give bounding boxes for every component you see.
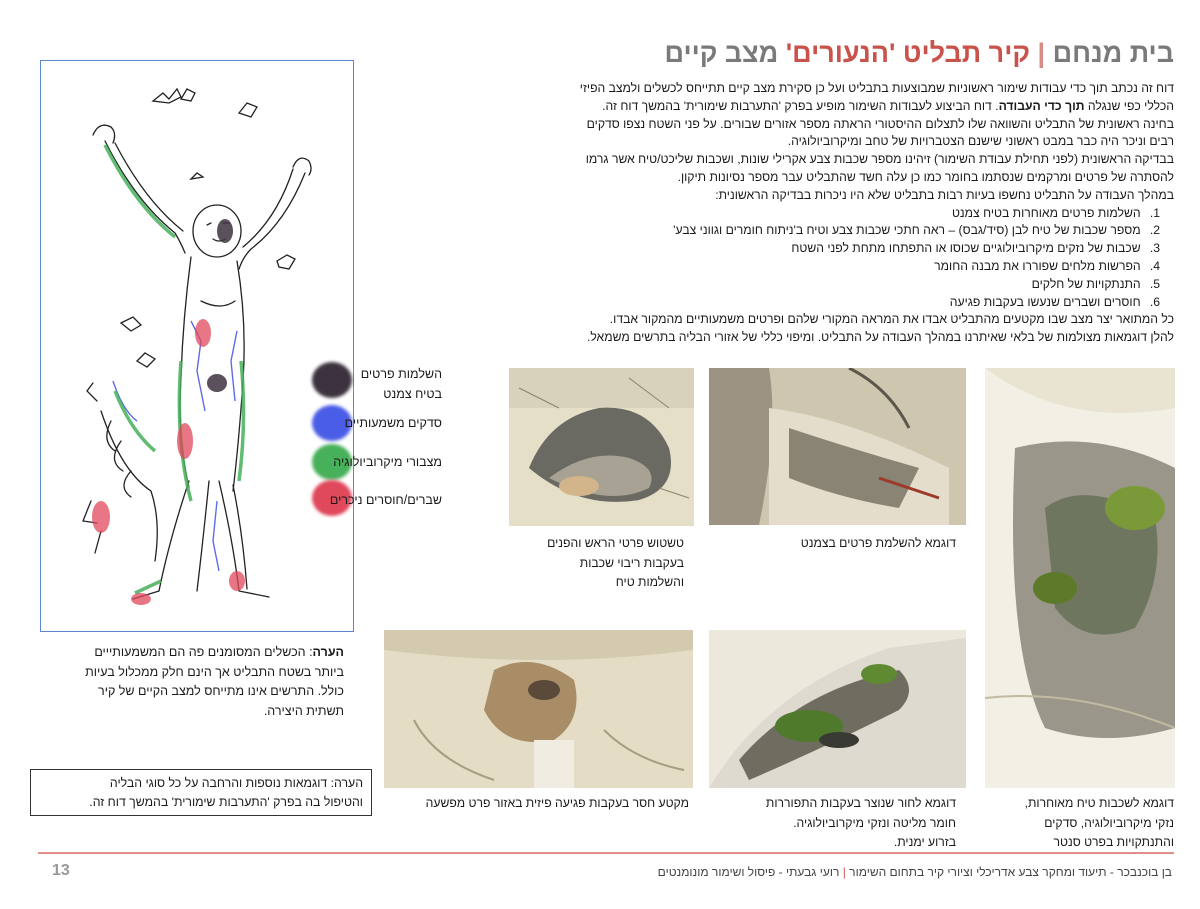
title-subject: קיר תבליט 'הנעורים' [785, 38, 1031, 68]
issues-list-item: 6. חוסרים ושברים שנעשו בעקבות פגיעה [949, 294, 1160, 309]
title-separator: | [1037, 38, 1046, 68]
figure-sketch [41, 61, 354, 632]
intro-line: הכללי כפי שנגלה תוך כדי העבודה. דוח הביצוע לעבודות השימור מופיע בפרק 'התערבות שימורית' בהמשך דוח זה. [602, 98, 1174, 113]
note-further-examples: הערה: דוגמאות נוספות והרחבה על כל סוגי הבליה והטיפול בה בפרק 'התערבות שימורית' בהמשך דוח זה. [30, 769, 372, 816]
photo-head-detail [509, 368, 694, 526]
note-drawing: הערה: הכשלים המסומנים פה הם המשמעותייים ביותר בשטח התבליט אך הינם חלק ממכלול בעיות כולל. התרשים אינו מתייחס למצב הקיים של קיר תשתית היצירה. [85, 645, 344, 718]
damage-mapping-drawing [40, 60, 354, 632]
issues-list-item: 4. הפרשות מלחים שפוררו את מבנה החומר [934, 258, 1160, 273]
intro-line: בבדיקה הראשונית (לפני תחילת עבודת השימור) זיהינו מספר שכבות צבע אקרילי שונות, ושכבות שליכט/טיח אשר גרמו [585, 152, 1174, 167]
issues-list-item: 3. שכבות של נזקים מיקרוביולוגיים שכוסו או התפתחו מתחת לפני השטח [791, 241, 1160, 256]
intro-line: דוח זה נכתב תוך כדי עבודות שימור ראשוניות שמבוצעות בתבליט ועל כן סקירת מצב קיים תתייחס לכשלים ולמצב הפיזי [579, 81, 1174, 95]
legend-item-microbiology [312, 444, 472, 484]
legend-item-cement [312, 362, 472, 402]
photo-cement-fill [709, 368, 966, 525]
footer-credits: בן בוכנבכר - תיעוד ומחקר צבע אדריכלי וציורי קיר בתחום השימור | רועי גבעתי - פיסול ושימור מונומנטים [657, 865, 1172, 879]
legend-item-breaks [312, 480, 472, 520]
legend-item-cracks [312, 405, 472, 445]
legend-label: סדקים משמעותיים [344, 416, 442, 430]
caption-layers: דוגמא לשכבות טיח מאוחרות, נזקי מיקרוביולוגיה, סדקים והתנתקויות בפרט סנטר [1024, 796, 1174, 849]
intro-line: כל המתואר יצר מצב שבו מקטעים מהתבליט אבדו את המראה המקורי שלהם ופרטים משמעותיים מהמקור אבדו. [609, 312, 1174, 327]
caption-missing: מקטע חסר בעקבות פגיעה פיזית באזור פרט מפשעה [425, 796, 689, 810]
caption-hole: דוגמא לחור שנוצר בעקבות התפוררות חומר מליטה ונזקי מיקרוביולוגיה. בזרוע ימנית. [765, 796, 956, 849]
page-title [614, 38, 1174, 78]
caption-cement: דוגמא להשלמת פרטים בצמנט [800, 536, 956, 550]
title-section: מצב קיים [664, 38, 779, 68]
caption-head: טשטוש פרטי הראש והפנים בעקבות ריבוי שכבות והשלמות טיח [547, 536, 684, 589]
issues-list-item: 5. התנתקויות של חלקים [1031, 276, 1160, 291]
intro-text [484, 80, 1174, 347]
issues-list-item: 2. מספר שכבות של טיח לבן (סיד/גבס) – ראה חתכי שכבות צבע וטיח ב'ניתוח חומרים וגווני צבע' [673, 223, 1160, 238]
intro-line: להלן דוגמאות מצולמות של בלאי שאיתרנו במהלך העבודה על התבליט. ומיפוי כללי של אזורי הבליה בתרשים משמאל. [586, 330, 1174, 345]
legend-label: שברים/חוסרים ניכרים [329, 493, 442, 507]
title-place: בית מנחם [1052, 38, 1174, 68]
intro-line: להסתרה של פרטים ומרקמים שנסתמו בחומר כמו כן עלה חשד שהתבליט עבר מספר נסיונות תיקון. [677, 169, 1174, 184]
page-number: 13 [52, 862, 70, 879]
legend-swatch [312, 362, 352, 398]
legend-label: השלמות פרטים בטיח צמנט [360, 367, 442, 401]
photo-chin-layers [985, 368, 1175, 788]
issues-list [484, 205, 1174, 312]
issues-list-item: 1. השלמות פרטים מאוחרות בטיח צמנט [951, 205, 1160, 220]
footer-divider [38, 852, 1174, 854]
intro-line: בחינה ראשונית של התבליט והשוואה שלו לתצלום ההיסטורי הראתה מספר אזורים שבורים. על פני השטח נצפו סדקים [586, 116, 1174, 131]
intro-line: רבים וניכר היה כבר במבט ראשוני שישנם הצטברויות של טחב ומיקרוביולוגיה. [787, 134, 1174, 149]
photo-missing-section [384, 630, 693, 788]
photo-hole-arm [709, 630, 966, 788]
legend-label: מצבורי מיקרוביולוגיה [333, 455, 442, 469]
intro-line: במהלך העבודה על התבליט נחשפו בעיות רבות בתבליט שלא היו ניכרות בבדיקה הראשונית: [715, 187, 1174, 202]
